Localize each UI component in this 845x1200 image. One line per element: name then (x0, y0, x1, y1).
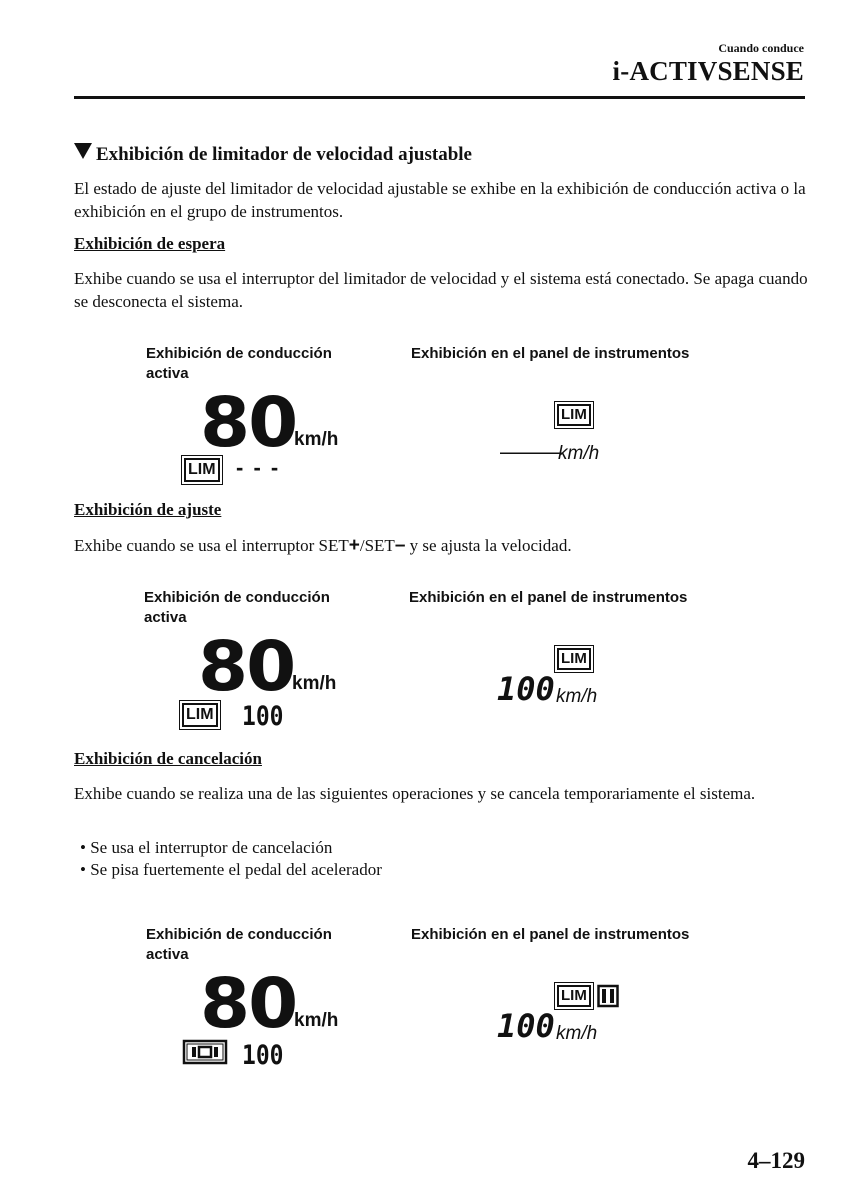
standby-heading: Exhibición de espera (74, 234, 226, 253)
limiter-cancel-icon (182, 1038, 230, 1066)
list-item: • Se pisa fuertemente el pedal del acelerador (80, 860, 382, 879)
setting-panel-set: 100 (497, 670, 555, 708)
set-plus-symbol: + (348, 535, 360, 556)
setting-active-caption: Exhibición de conducción activa (144, 589, 330, 626)
setting-text-b: /SET (359, 536, 395, 555)
standby-active-unit: km/h (294, 429, 339, 450)
standby-active-speed: 80 (200, 382, 297, 463)
setting-heading: Exhibición de ajuste (74, 500, 222, 519)
setting-active-unit: km/h (292, 673, 337, 694)
cancel-active-speed: 80 (200, 963, 297, 1044)
setting-panel-unit: km/h (556, 686, 598, 707)
list-item: • Se usa el interruptor de cancelación (80, 838, 333, 857)
cancel-panel-caption: Exhibición en el panel de instrumentos (411, 926, 690, 943)
standby-panel-set: ——— (500, 439, 560, 464)
standby-panel-lim-icon: LIM (557, 404, 591, 426)
standby-active-set: - - - (236, 455, 281, 480)
section-header: Cuando conduce (718, 41, 804, 55)
setting-panel-caption: Exhibición en el panel de instrumentos (409, 589, 688, 606)
setting-text-a: Exhibe cuando se usa el interruptor SET (74, 536, 349, 555)
section-title-text: Exhibición de limitador de velocidad ajustable (96, 144, 472, 165)
cancel-panel-set: 100 (497, 1007, 555, 1045)
cancel-panel-lim-icon: LIM (557, 985, 591, 1007)
cancel-active-caption: Exhibición de conducción activa (146, 926, 332, 963)
standby-active-lim-icon: LIM (184, 458, 220, 482)
cancel-heading: Exhibición de cancelación (74, 749, 262, 768)
setting-paragraph (74, 534, 814, 557)
cancel-panel-unit: km/h (556, 1023, 598, 1044)
standby-panel-caption: Exhibición en el panel de instrumentos (411, 345, 690, 362)
set-minus-symbol: – (394, 535, 406, 556)
cancel-paragraph: Exhibe cuando se realiza una de las siguientes operaciones y se cancela temporariamente el sistema. (74, 784, 756, 803)
setting-text-c: y se ajusta la velocidad. (405, 536, 572, 555)
bullet-text: Se pisa fuertemente el pedal del acelerador (90, 860, 382, 879)
bullet-text: Se usa el interruptor de cancelación (90, 838, 333, 857)
setting-panel-lim-icon: LIM (557, 648, 591, 670)
cancel-active-set: 100 (242, 1040, 284, 1071)
setting-active-speed: 80 (198, 626, 295, 707)
intro-paragraph: El estado de ajuste del limitador de velocidad ajustable se exhibe en la exhibición de conducción activa o la exhibición en el grupo de instrumentos. (74, 179, 806, 221)
cancel-indicator-icon (597, 984, 619, 1008)
standby-active-caption: Exhibición de conducción activa (146, 345, 332, 382)
setting-active-set: 100 (242, 701, 284, 732)
cancel-active-unit: km/h (294, 1010, 339, 1031)
header-rule (74, 96, 805, 99)
chapter-title: i-ACTIVSENSE (612, 56, 804, 86)
page-number: 4–129 (747, 1148, 805, 1173)
standby-panel-unit: km/h (558, 443, 600, 464)
standby-paragraph: Exhibe cuando se usa el interruptor del limitador de velocidad y el sistema está conectado. Se apaga cuando se desconecta el sistema. (74, 269, 808, 311)
setting-active-lim-icon: LIM (182, 703, 218, 727)
triangle-down-icon (74, 143, 92, 159)
section-title (74, 143, 472, 166)
